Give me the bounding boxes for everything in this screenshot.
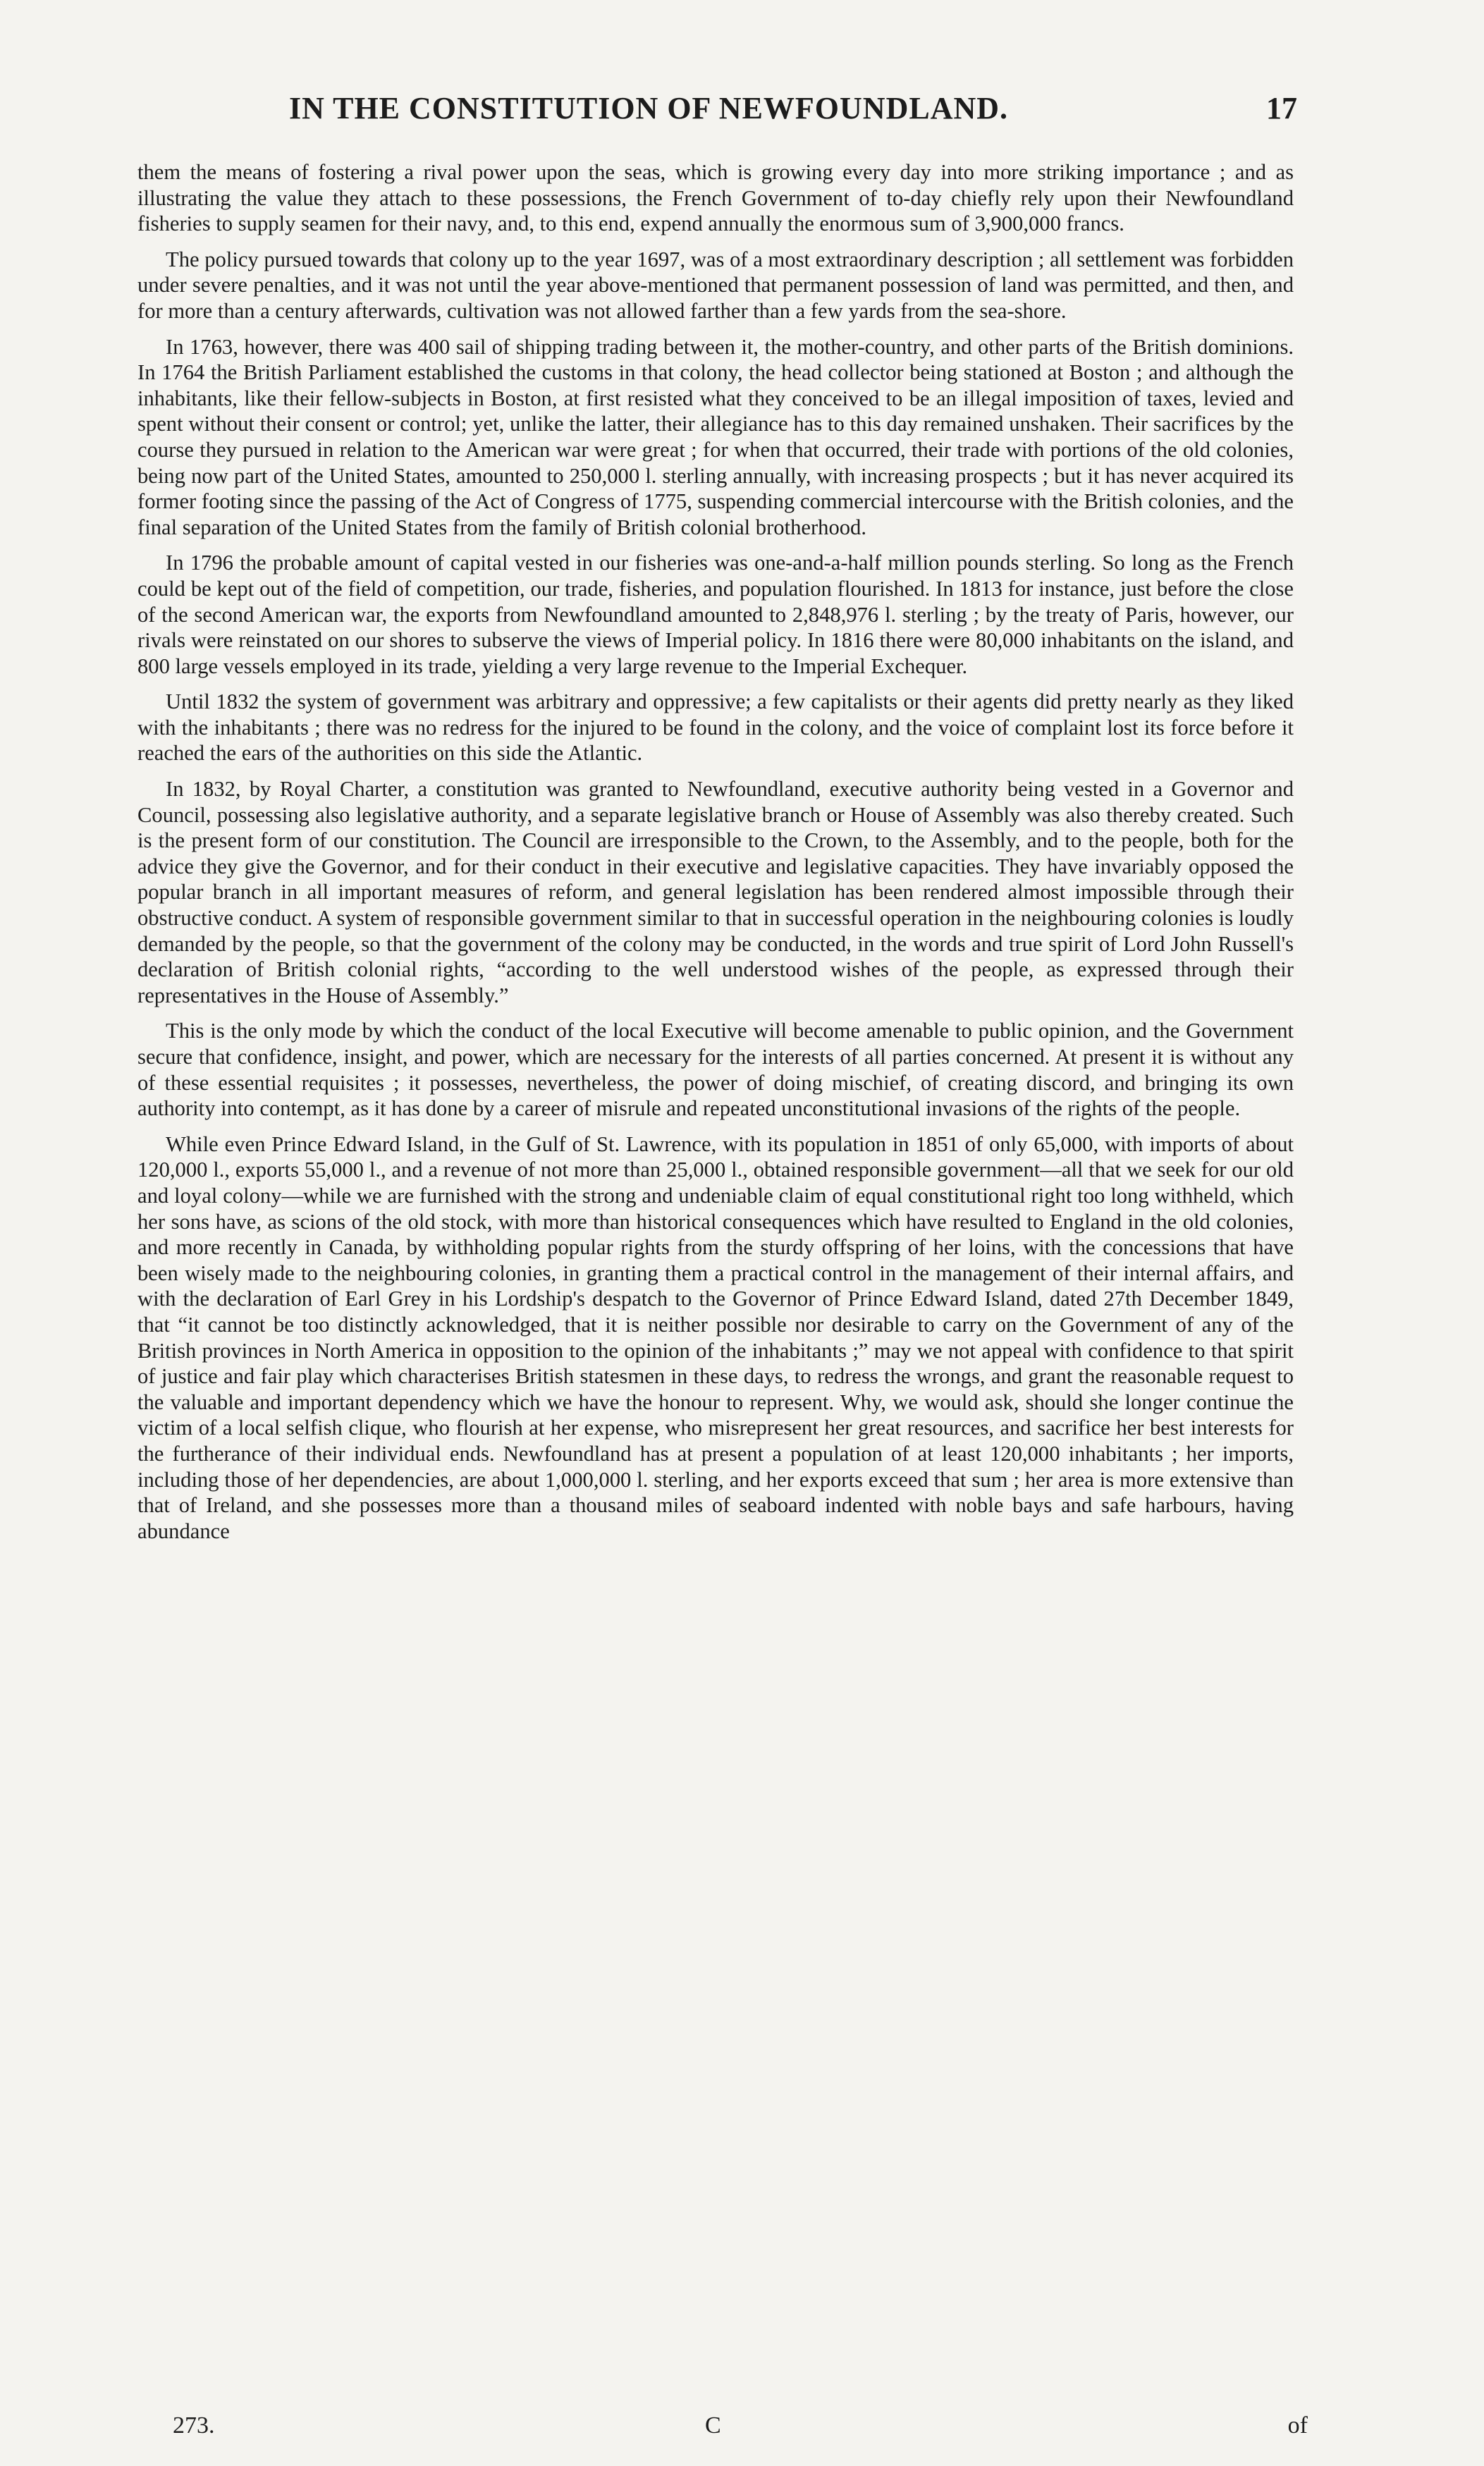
catchword: of: [1287, 2412, 1308, 2439]
paragraph: In 1763, however, there was 400 sail of shipping trading between it, the mother-country, and other parts of the British dominions. In 1764 the British Parliament established the customs in that colony, the head collector being stationed at Boston ; and although the inhabitants, like their fellow-subjects in Boston, at first resisted what they conceived to be an illegal imposition of taxes, levied and spent without their consent or control; yet, unlike the latter, their allegiance has to this day remained unshaken. Their sacrifices by the course they pursued in relation to the American war were great ; for when that occurred, their trade with portions of the old colonies, being now part of the United States, amounted to 250,000 l. sterling annually, with increasing prospects ; but it has never acquired its former footing since the passing of the Act of Congress of 1775, suspending commercial intercourse with the British colonies, and the final separation of the United States from the family of British colonial brotherhood.: [137, 334, 1294, 539]
paragraph: In 1796 the probable amount of capital vested in our fisheries was one-and-a-half million pounds sterling. So long as the French could be kept out of the field of competition, our trade, fisheries, and population flourished. In 1813 for instance, just before the close of the second American war, the exports from Newfoundland amounted to 2,848,976 l. sterling ; by the treaty of Paris, however, our rivals were reinstated on our shores to subserve the views of Imperial policy. In 1816 there were 80,000 inhabitants on the island, and 800 large vessels employed in its trade, yielding a very large revenue to the Imperial Exchequer.: [137, 551, 1294, 678]
page-header: [289, 90, 1297, 133]
running-title: IN THE CONSTITUTION OF NEWFOUNDLAND.: [289, 91, 1009, 125]
page-number: 17: [1266, 91, 1297, 125]
paragraph: In 1832, by Royal Charter, a constitution was granted to Newfoundland, executive authority being vested in a Governor and Council, possessing also legislative authority, and a separate legislative branch or House of Assembly was also thereby created. Such is the present form of our constitution. The Council are irresponsible to the Crown, to the Assembly, and to the people, both for the advice they give the Governor, and for their conduct in their executive and legislative capacities. They have invariably opposed the popular branch in all important measures of reform, and general legislation has been rendered almost impossible through their obstructive conduct. A system of responsible government similar to that in successful operation in the neighbouring colonies is loudly demanded by the people, so that the government of the colony may be conducted, in the words and true spirit of Lord John Russell's declaration of British colonial rights, “according to the well understood wishes of the people, as expressed through their representatives in the House of Assembly.”: [137, 777, 1294, 1007]
paragraph: While even Prince Edward Island, in the Gulf of St. Lawrence, with its population in 1851 of only 65,000, with imports of about 120,000 l., exports 55,000 l., and a revenue of not more than 25,000 l., obtained responsible government—all that we seek for our old and loyal colony—while we are furnished with the strong and undeniable claim of equal constitutional right too long withheld, which her sons have, as scions of the old stock, with more than historical consequences which have resulted to England in the old colonies, and more recently in Canada, by withholding popular rights from the sturdy offspring of her loins, with the concessions that have been wisely made to the neighbouring colonies, in granting them a practical control in the management of their internal affairs, and with the declaration of Earl Grey in his Lordship's despatch to the Governor of Prince Edward Island, dated 27th December 1849, that “it cannot be too distinctly acknowledged, that it is neither possible nor desirable to carry on the Government of any of the British provinces in North America in opposition to the opinion of the inhabitants ;” may we not appeal with confidence to that spirit of justice and fair play which characterises British statesmen in these days, to redress the wrongs, and grant the reasonable request to the valuable and important dependency which we have the honour to represent. Why, we would ask, should she longer continue the victim of a local selfish clique, who flourish at her expense, who misrepresent her great resources, and sacrifice her best interests for the furtherance of their individual ends. Newfoundland has at present a population of at least 120,000 inhabitants ; her imports, including those of her dependencies, are about 1,000,000 l. sterling, and her exports exceed that sum ; her area is more extensive than that of Ireland, and she possesses more than a thousand miles of seaboard indented with noble bays and safe harbours, having abundance: [137, 1131, 1294, 1543]
paragraph: them the means of fostering a rival power upon the seas, which is growing every day into more striking importance ; and as illustrating the value they attach to these possessions, the French Government of to-day chiefly rely upon their Newfoundland fisheries to supply seamen for their navy, and, to this end, expend annually the enormous sum of 3,900,000 francs.: [137, 160, 1294, 236]
paragraph: The policy pursued towards that colony up to the year 1697, was of a most extraordinary description ; all settlement was forbidden under severe penalties, and it was not until the year above-mentioned that permanent possession of land was permitted, and then, and for more than a century afterwards, cultivation was not allowed farther than a few yards from the sea-shore.: [137, 247, 1294, 323]
sheet-letter: C: [705, 2412, 721, 2439]
body-text: [137, 159, 1294, 1554]
signature-mark: 273.: [173, 2412, 215, 2439]
page-footer: [173, 2412, 1308, 2448]
paragraph: This is the only mode by which the conduct of the local Executive will become amenable to public opinion, and the Government secure that confidence, insight, and power, which are necessary for the interests of all parties concerned. At present it is without any of these essential requisites ; it possesses, nevertheless, the power of doing mischief, of creating discord, and bringing its own authority into contempt, as it has done by a career of misrule and repeated unconstitutional invasions of the rights of the people.: [137, 1019, 1294, 1121]
paragraph: Until 1832 the system of government was arbitrary and oppressive; a few capitalists or their agents did pretty nearly as they liked with the inhabitants ; there was no redress for the injured to be found in the colony, and the voice of complaint lost its force before it reached the ears of the authorities on this side the Atlantic.: [137, 689, 1294, 766]
